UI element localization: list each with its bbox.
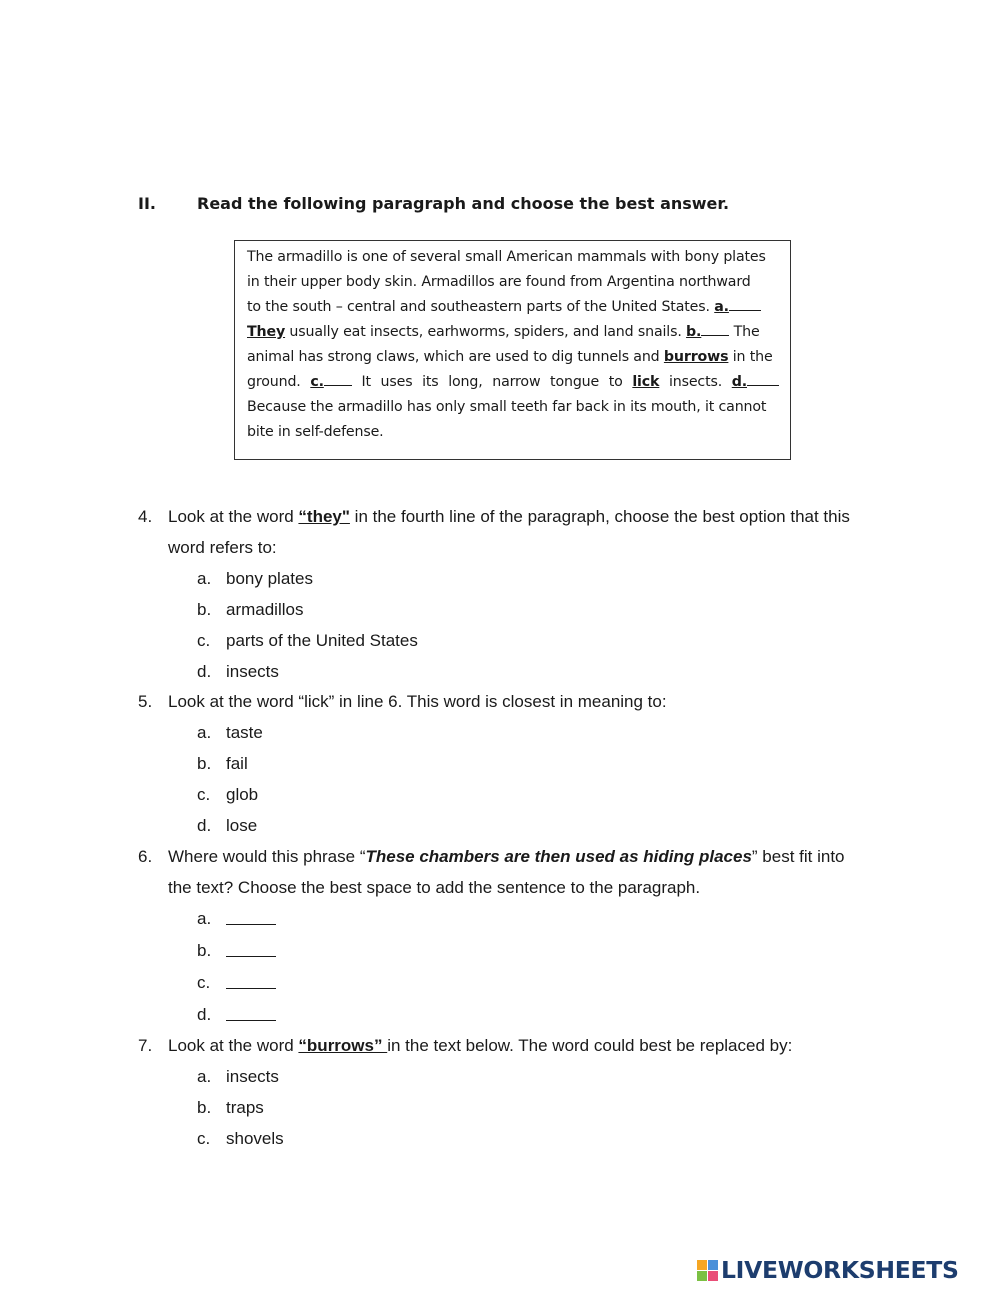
option-row[interactable]	[138, 936, 878, 968]
liveworksheets-logo[interactable]	[697, 1255, 959, 1285]
option-row[interactable]	[138, 780, 878, 811]
blank-marker-c: c.	[310, 374, 324, 390]
option-text: fail	[226, 754, 248, 774]
blank-a-line	[729, 296, 761, 311]
question-text: Look at the word “they" in the fourth line of the paragraph, choose the best option that this word refers to:	[168, 507, 850, 557]
passage-line-3: to the south – central and southeastern parts of the United States. a.	[247, 295, 779, 320]
option-letter: d.	[197, 816, 212, 836]
option-letter: a.	[197, 908, 212, 928]
passage-line-5: animal has strong claws, which are used to dig tunnels and burrows in the	[247, 349, 773, 365]
section-heading	[138, 194, 838, 213]
option-letter: b.	[197, 940, 212, 960]
option-row[interactable]	[138, 1124, 878, 1155]
option-row[interactable]	[138, 564, 878, 595]
logo-text: LIVEWORKSHEETS	[721, 1256, 959, 1284]
passage-line-4: They usually eat insects, earhworms, spiders, and land snails. b. The	[247, 320, 779, 345]
word-they: They	[247, 324, 286, 340]
option-letter: c.	[197, 630, 211, 650]
option-letter: b.	[197, 754, 212, 774]
question-number: 7.	[138, 1036, 153, 1056]
option-row[interactable]	[138, 1000, 878, 1032]
option-letter: a.	[197, 568, 212, 588]
option-row[interactable]	[138, 657, 878, 688]
option-text: armadillos	[226, 599, 304, 619]
option-letter: d.	[197, 661, 212, 681]
section-title: Read the following paragraph and choose the best answer.	[197, 194, 730, 213]
option-letter: a.	[197, 1067, 212, 1087]
inserted-phrase: These chambers are then used as hiding places	[365, 846, 752, 866]
option-text: traps	[226, 1098, 264, 1118]
question-4	[138, 502, 878, 564]
question-5	[138, 687, 878, 718]
question-list	[138, 502, 878, 1155]
option-letter: a.	[197, 723, 212, 743]
question-6	[138, 842, 878, 904]
passage-line-1: The armadillo is one of several small American mammals with bony plates	[247, 249, 766, 265]
option-row[interactable]	[138, 595, 878, 626]
answer-blank	[226, 936, 276, 957]
option-row[interactable]	[138, 1062, 878, 1093]
passage-line-6: ground. c. It uses its long, narrow tongue to lick insects. d.	[247, 370, 779, 395]
blank-marker-b: b.	[686, 324, 702, 340]
highlighted-word: “burrows”	[298, 1036, 388, 1056]
logo-mark-square	[697, 1271, 707, 1281]
option-letter: b.	[197, 599, 212, 619]
question-text: Look at the word “lick” in line 6. This word is closest in meaning to:	[168, 692, 667, 712]
highlighted-word: “they"	[298, 507, 350, 526]
blank-d-line	[747, 371, 779, 386]
option-row[interactable]	[138, 811, 878, 842]
logo-mark-square	[708, 1271, 718, 1281]
option-text: insects	[226, 661, 279, 681]
passage-line-8: bite in self-defense.	[247, 424, 384, 440]
option-text: lose	[226, 816, 258, 836]
option-row[interactable]	[138, 718, 878, 749]
option-letter: b.	[197, 1098, 212, 1118]
option-text: taste	[226, 723, 263, 743]
answer-blank	[226, 904, 276, 925]
logo-mark-icon	[697, 1260, 718, 1281]
option-text: bony plates	[226, 568, 313, 588]
option-text: glob	[226, 785, 259, 805]
passage-line-2: in their upper body skin. Armadillos are found from Argentina northward	[247, 274, 751, 290]
blank-c-line	[324, 371, 352, 386]
logo-mark-square	[708, 1260, 718, 1270]
question-number: 6.	[138, 846, 153, 866]
option-text: insects	[226, 1067, 279, 1087]
option-text: parts of the United States	[226, 630, 418, 650]
option-letter: c.	[197, 972, 211, 992]
option-letter: c.	[197, 785, 211, 805]
option-letter: c.	[197, 1129, 211, 1149]
reading-passage	[234, 240, 791, 460]
question-text: Look at the word “burrows” in the text below. The word could best be replaced by:	[168, 1036, 793, 1056]
option-letter: d.	[197, 1004, 212, 1024]
answer-blank	[226, 1000, 276, 1021]
question-7	[138, 1031, 878, 1062]
option-row[interactable]	[138, 904, 878, 936]
answer-blank	[226, 968, 276, 989]
option-row[interactable]	[138, 749, 878, 780]
option-text: shovels	[226, 1129, 284, 1149]
blank-marker-a: a.	[714, 299, 729, 315]
question-text: Where would this phrase “These chambers are then used as hiding places” best fit into the text? Choose the best space to add the sentence to the paragraph.	[168, 846, 845, 897]
question-number: 4.	[138, 507, 153, 526]
question-number: 5.	[138, 692, 153, 712]
section-number: II.	[138, 194, 156, 213]
word-burrows: burrows	[663, 349, 729, 365]
blank-b-line	[701, 321, 729, 336]
option-row[interactable]	[138, 1093, 878, 1124]
option-row[interactable]	[138, 968, 878, 1000]
word-lick: lick	[632, 374, 660, 390]
blank-marker-d: d.	[731, 374, 747, 390]
option-row[interactable]	[138, 626, 878, 657]
logo-mark-square	[697, 1260, 707, 1270]
passage-line-7: Because the armadillo has only small teeth far back in its mouth, it cannot	[247, 399, 767, 415]
